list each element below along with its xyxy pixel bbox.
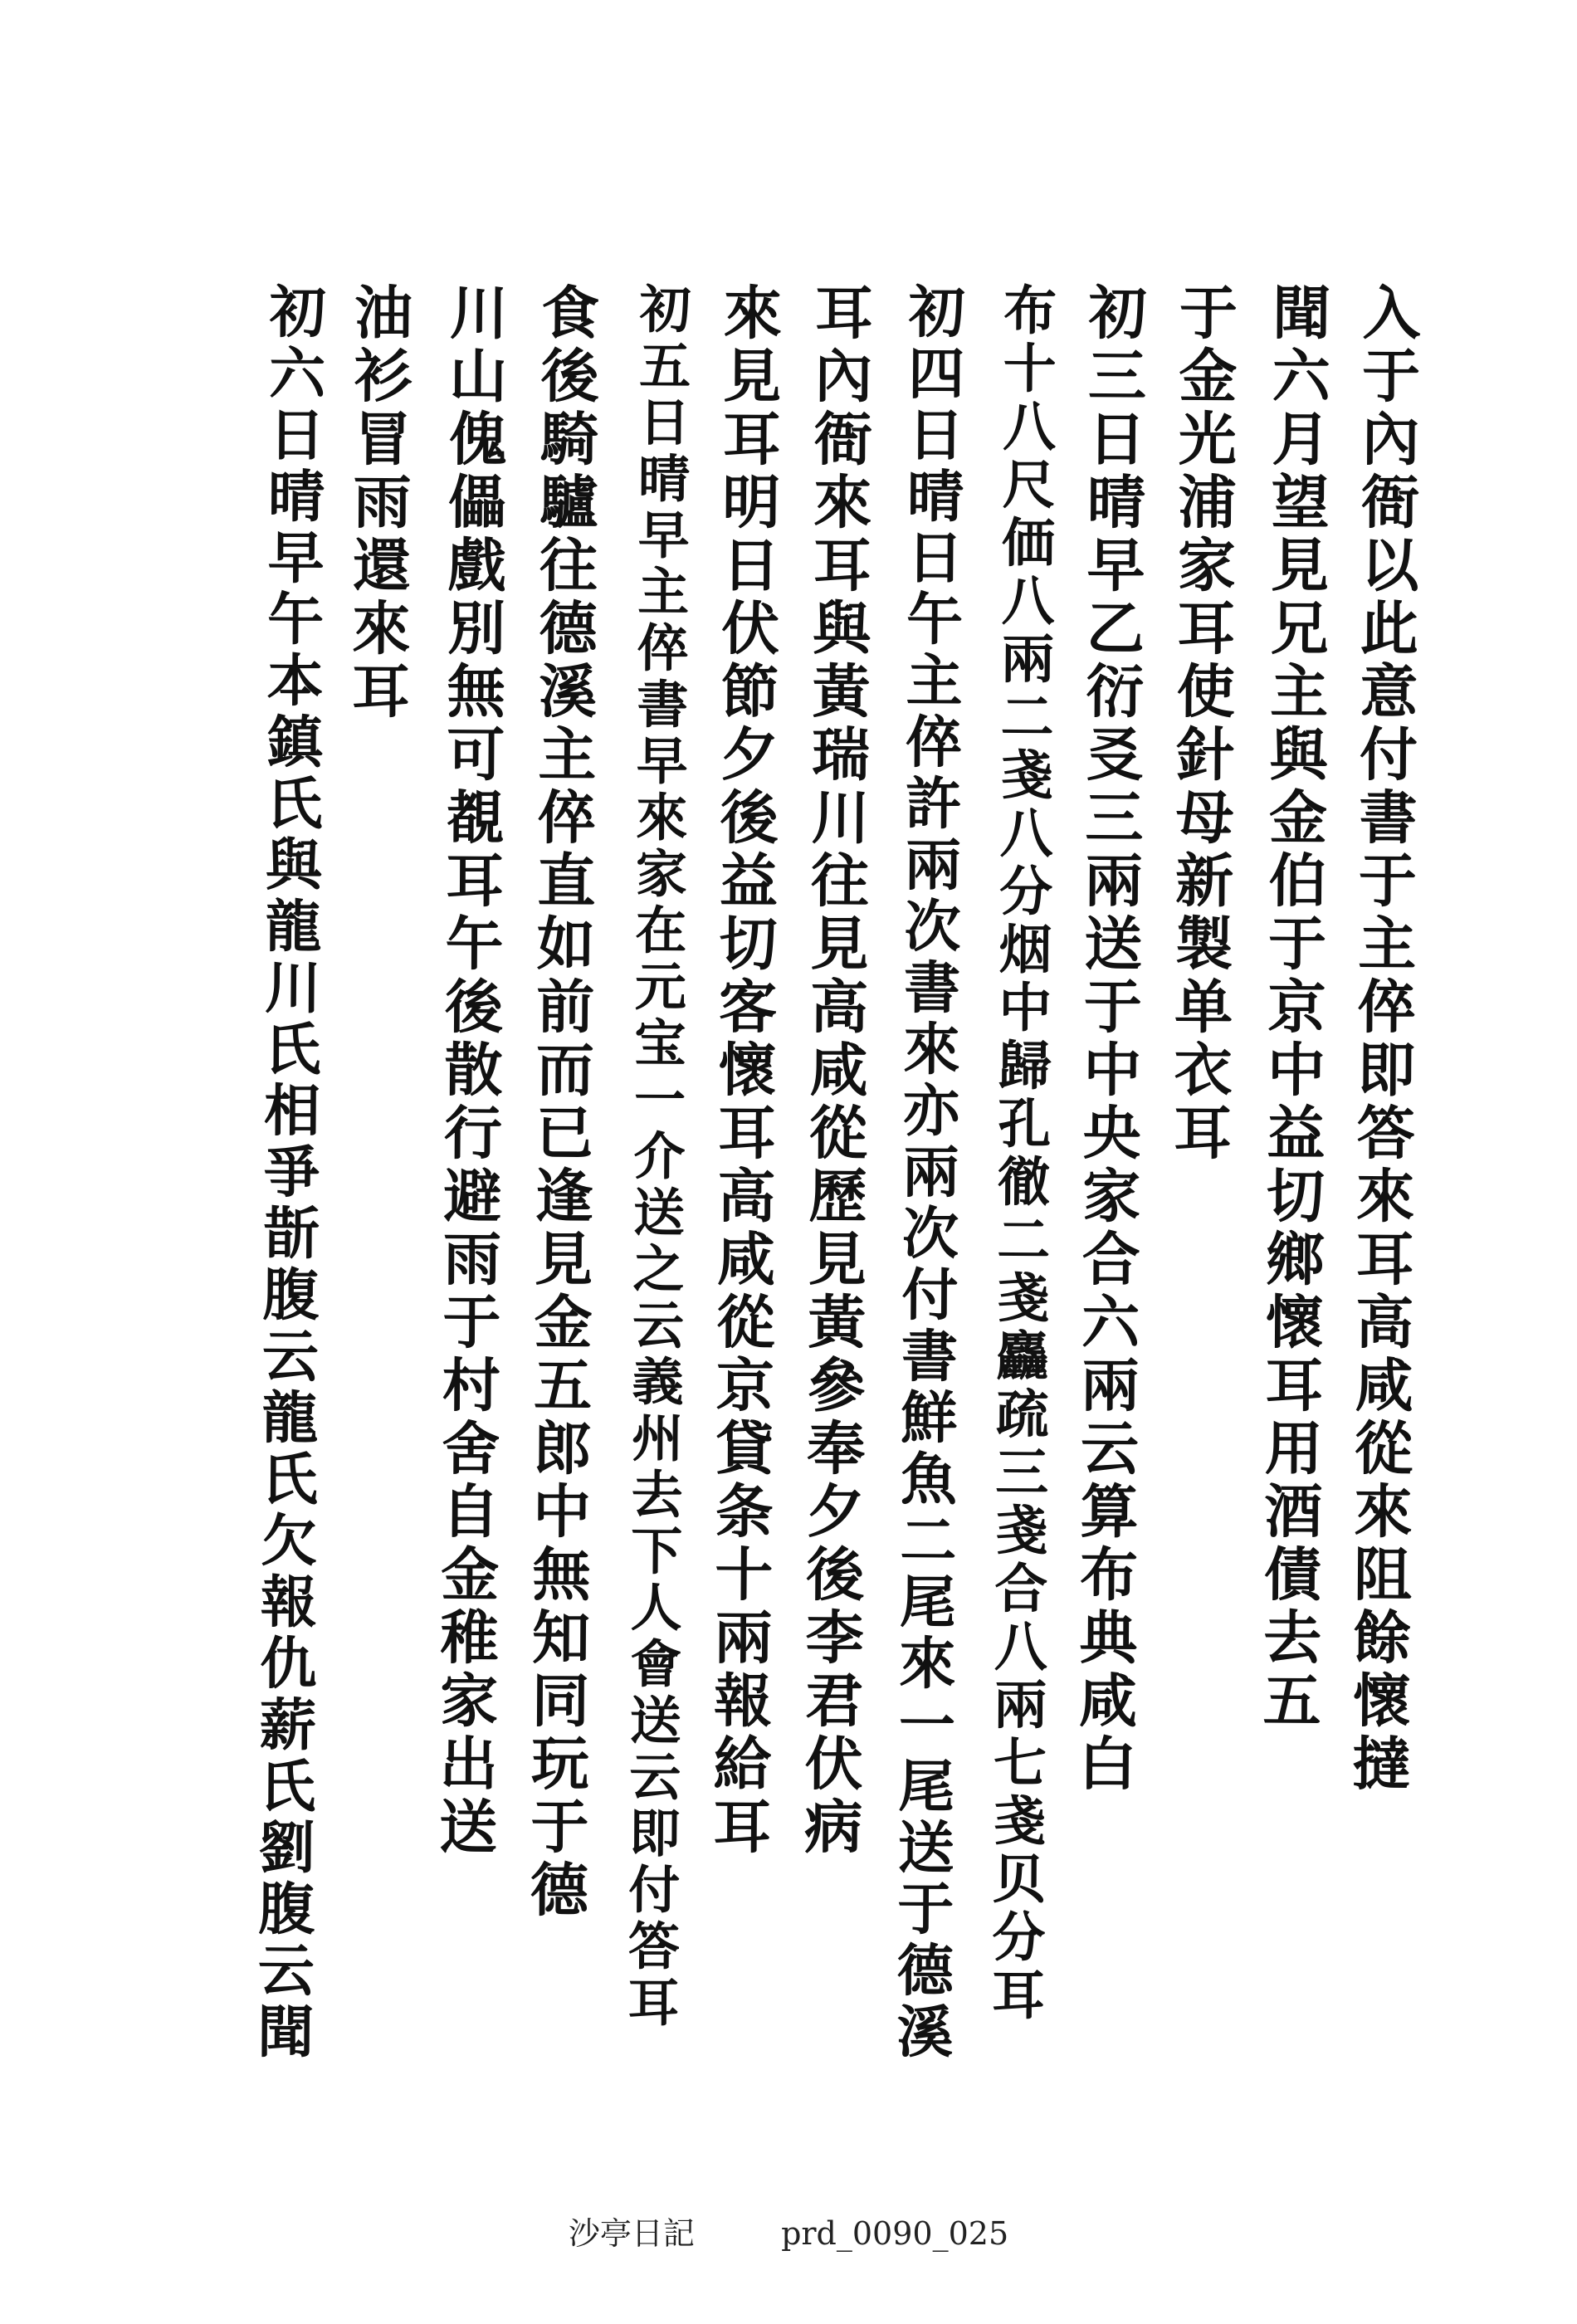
text-column-4: 初三日晴早乙衍㕛三兩送于中央家合六兩云算布典咸白 <box>1068 281 1149 1797</box>
text-column-2: 聞六月望見兄主與金伯于京中益切鄉懷耳用酒債去五 <box>1252 281 1333 1734</box>
text-column-7: 耳內衙來耳與黃瑞川往見高咸從歷見黃參奉夕後李君伏病 <box>794 281 875 1860</box>
footer-title: 沙亭日記 <box>568 2215 695 2252</box>
text-column-11: 川山傀儡戲別無可覩耳午後散行避雨于村舍自金稚家出送 <box>429 281 510 1860</box>
text-column-3: 于金光浦家耳使針母新製单衣耳 <box>1164 281 1239 1166</box>
text-column-1: 入于內衙以此意付書于主倅即答來耳高咸從來阻餘懷撻 <box>1342 281 1423 1797</box>
text-column-9: 初五日晴早主倅書早來家在元宝一介送之云義州去下人會送云即付答耳 <box>618 281 692 2033</box>
text-column-12: 油衫冒雨還來耳 <box>342 281 414 725</box>
footer-code: prd_0090_025 <box>781 2215 1009 2252</box>
text-column-10: 食後騎驢往德溪主倅直如前而已逢見金五郎中無知同玩于德 <box>520 281 601 1923</box>
text-column-5: 布十八尺価八兩二戔八分烟中歸孔徹二戔麤疏三戔合八兩七戔贝分耳 <box>982 281 1057 2026</box>
manuscript-text-block <box>166 281 1423 2067</box>
page-footer <box>0 2208 1577 2253</box>
text-column-13: 初六日晴早午本鎮氏與龍川氏相爭斮腹云龍氏欠報仇薪氏劉腹云聞 <box>247 281 327 2064</box>
text-column-8: 來見耳明日伏節夕後益切客懷耳高咸從京貸条十兩報給耳 <box>703 281 784 1860</box>
text-column-6: 初四日晴日午主倅許兩次書來亦兩次付書鮮魚二尾來一尾送于德溪 <box>886 281 966 2064</box>
